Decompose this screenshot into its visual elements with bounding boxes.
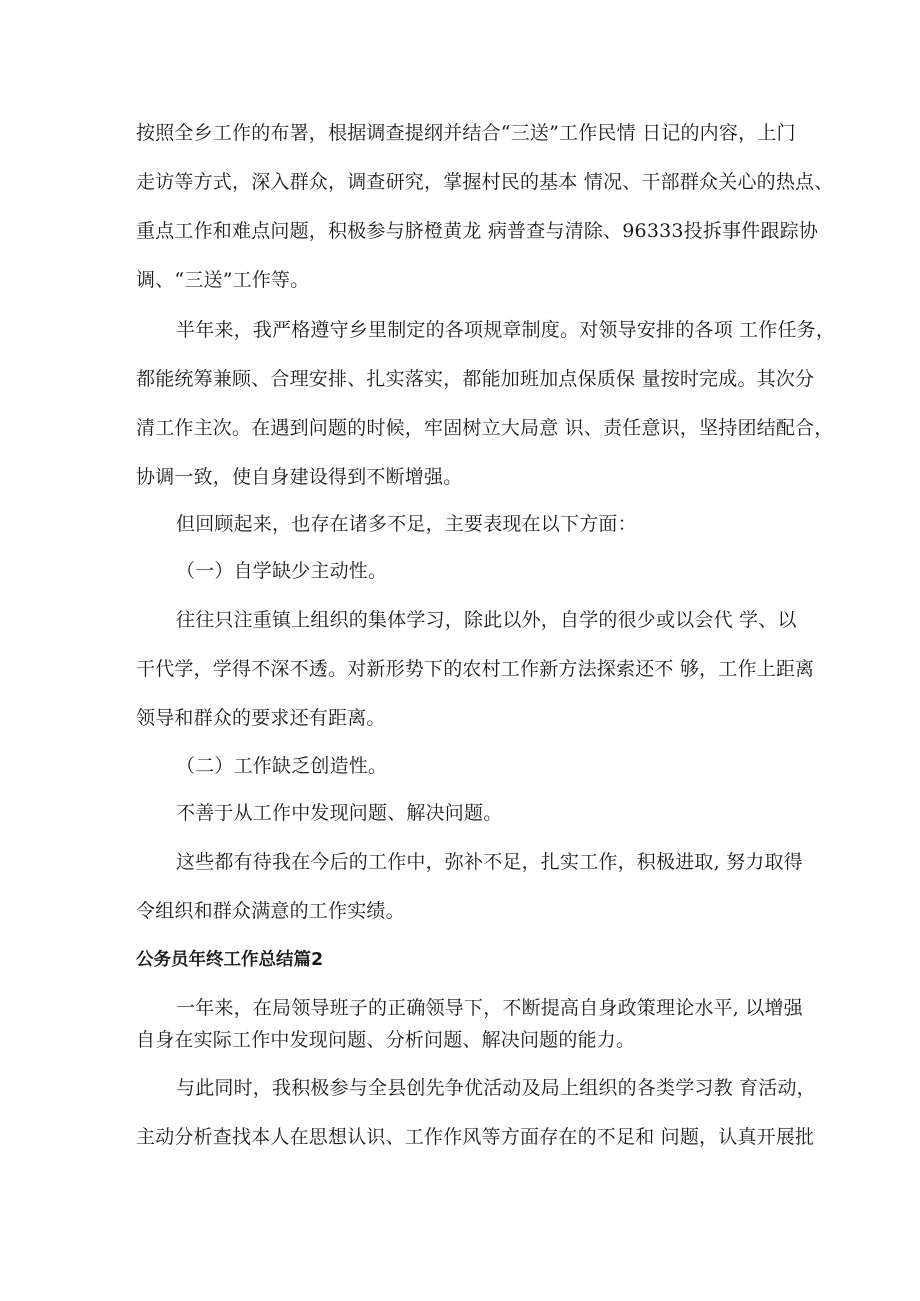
paragraph-line: 令组织和群众满意的工作实绩。	[136, 900, 405, 922]
paragraph-line: 领导和群众的要求还有距离。	[136, 707, 386, 729]
paragraph-line: 都能统筹兼顾、合理安排、扎实落实，都能加班加点保质保 量按时完成。其次分	[136, 368, 815, 390]
paragraph-line: 主动分析查找本人在思想认识、工作作风等方面存在的不足和 问题，认真开展批	[136, 1126, 815, 1148]
list-heading: （二）工作缺乏创造性。	[176, 755, 388, 777]
list-heading: （一）自学缺少主动性。	[176, 560, 388, 582]
paragraph-line: 清工作主次。在遇到问题的时候，牢固树立大局意 识、责任意识，坚持团结配合，	[136, 417, 834, 439]
paragraph-line: 但回顾起来，也存在诸多不足，主要表现在以下方面：	[176, 513, 637, 535]
paragraph-line: 重点工作和难点问题，积极参与脐橙黄龙 病普查与清除、96333投拆事件跟踪协	[136, 220, 819, 242]
paragraph-line: 调、“三送”工作等。	[136, 269, 310, 291]
paragraph-line: 一年来，在局领导班子的正确领导下，不断提高自身政策理论水平, 以增强	[176, 997, 803, 1019]
paragraph-line: 不善于从工作中发现问题、解决问题。	[176, 802, 503, 824]
paragraph-line: 干代学，学得不深不透。对新形势下的农村工作新方法探索还不 够，工作上距离	[136, 658, 815, 680]
paragraph-line: 半年来，我严格遵守乡里制定的各项规章制度。对领导安排的各项 工作任务，	[176, 319, 836, 341]
paragraph-line: 往往只注重镇上组织的集体学习，除此以外，自学的很少或以会代 学、以	[176, 609, 797, 631]
paragraph-line: 走访等方式，深入群众，调查研究，掌握村民的基本 情况、干部群众关心的热点、	[136, 171, 834, 193]
section-heading: 公务员年终工作总结篇2	[136, 950, 324, 970]
paragraph-line: 这些都有待我在今后的工作中，弥补不足，扎实工作，积极进取, 努力取得	[176, 851, 803, 873]
paragraph-line: 与此同时，我积极参与全县创先争优活动及局上组织的各类学习教 育活动，	[176, 1077, 816, 1099]
paragraph-line: 按照全乡工作的布署，根据调查提纲并结合“三送”工作民情 日记的内容，上门	[136, 122, 796, 144]
paragraph-line: 自身在实际工作中发现问题、分析问题、解决问题的能力。	[136, 1029, 636, 1051]
paragraph-line: 协调一致，使自身建设得到不断增强。	[136, 466, 463, 488]
